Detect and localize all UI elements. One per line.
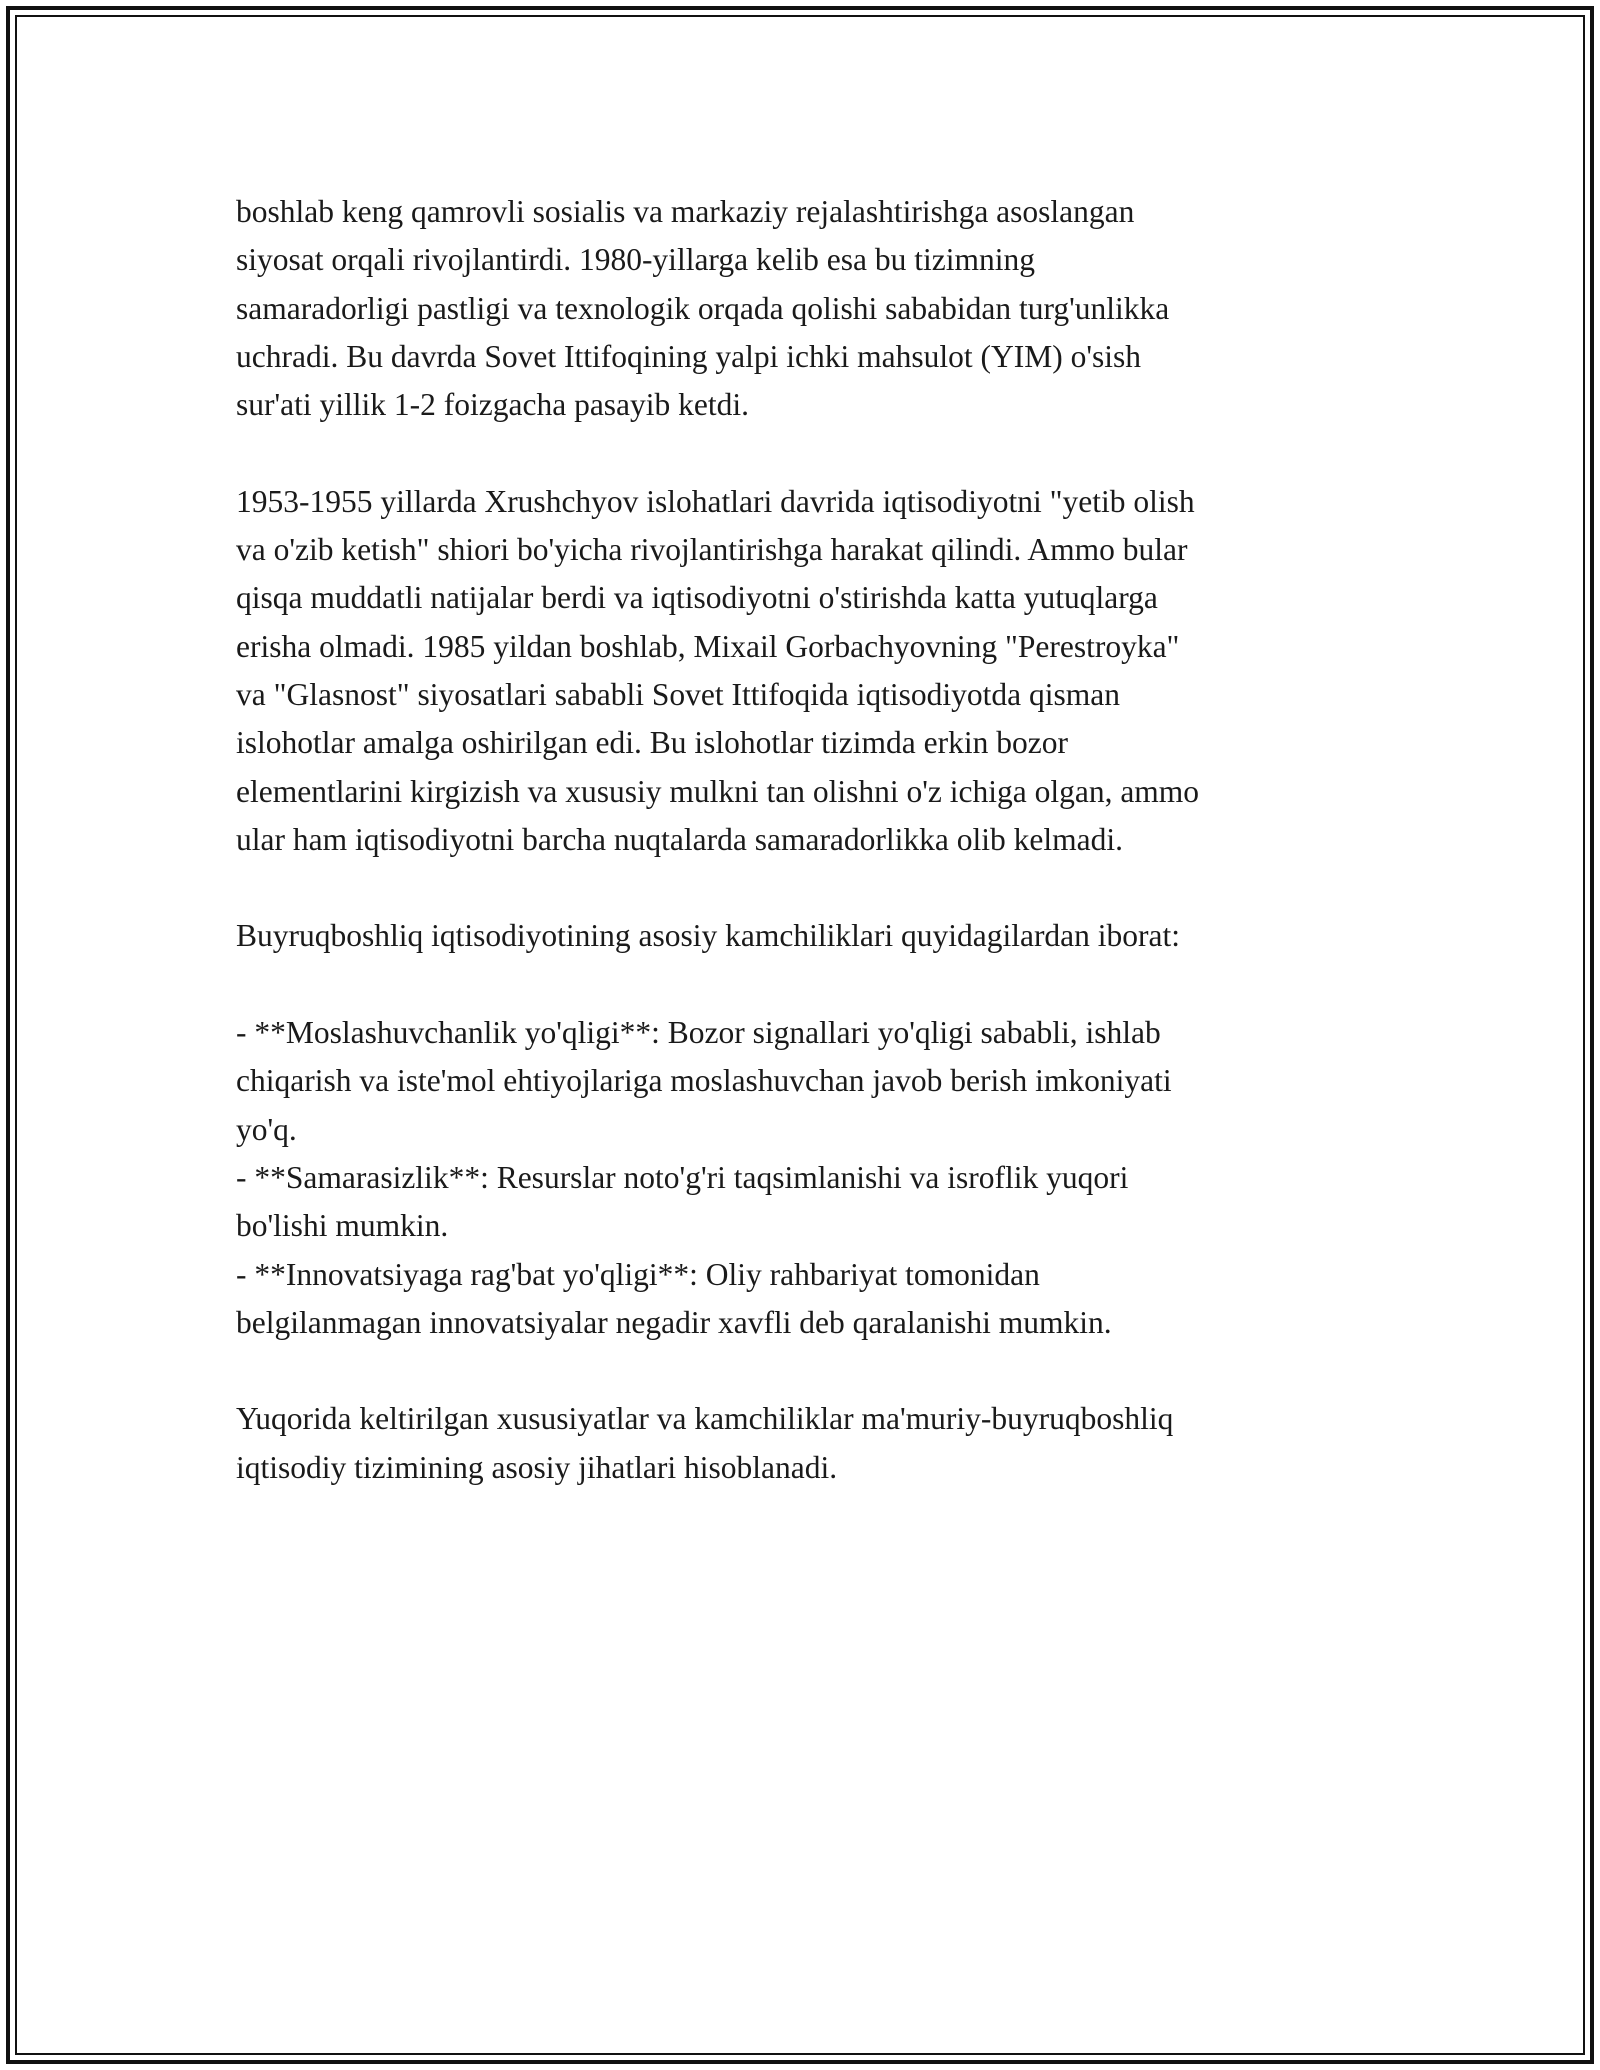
paragraph-spacer xyxy=(236,1347,1376,1395)
paragraph-spacer xyxy=(236,864,1376,912)
paragraph-reforms: 1953-1955 yillarda Xrushchyov islohatlari davrida iqtisodiyotni "yetib olish va o'zib ketish" shiori bo'yicha rivojlantirishga harakat qilindi. Ammo bular qisqa muddatli natijalar berdi va iqtisodiyotni o'stirishda katta yutuqlarga erisha olmadi. 1985 yildan boshlab, Mixail Gorbachyovning "Perestroyka" va "Glasnost" siyosatlari sababli Sovet Ittifoqida iqtisodiyotda qisman islohotlar amalga oshirilgan edi. Bu islohotlar tizimda erkin bozor elementlarini kirgizish va xususiy mulkni tan olishni o'z ichiga olgan, ammo ular ham iqtisodiyotni barcha nuqtalarda samaradorlikka olib kelmadi. xyxy=(236,483,1200,857)
paragraph-soviet-economy: boshlab keng qamrovli sosialis va markaziy rejalashtirishga asoslangan siyosat orqali rivojlantirdi. 1980-yillarga kelib esa bu tizimning samaradorligi pastligi va texnologik orqada qolishi sababidan turg'unlikka uchradi. Bu davrda Sovet Ittifoqining yalpi ichki mahsulot (YIM) o'sish sur'ati yillik 1-2 foizgacha pasayib ketdi. xyxy=(236,194,1170,423)
paragraph-shortcomings-intro: Buyruqboshliq iqtisodiyotining asosiy kamchiliklari quyidagilardan iborat: xyxy=(236,918,1181,954)
shortcomings-list: - **Moslashuvchanlik yo'qligi**: Bozor signallari yo'qligi sababli, ishlab chiqarish va iste'mol ehtiyojlariga moslashuvchan javob berish imkoniyati yo'q. - **Samarasizlik**: Resurslar noto'g'ri taqsimlanishi va isroflik yuqori bo'lishi mumkin. - **Innovatsiyaga rag'bat yo'qligi**: Oliy rahbariyat tomonidan belgilanmagan innovatsiyalar negadir xavfli deb qaralanishi mumkin. xyxy=(236,1015,1172,1340)
paragraph-conclusion: Yuqorida keltirilgan xususiyatlar va kamchiliklar ma'muriy-buyruqboshliq iqtisodiy tizimining asosiy jihatlari hisoblanadi. xyxy=(236,1401,1174,1485)
paragraph-spacer xyxy=(236,961,1376,1009)
document-body xyxy=(236,188,1376,1492)
paragraph-spacer xyxy=(236,429,1376,477)
